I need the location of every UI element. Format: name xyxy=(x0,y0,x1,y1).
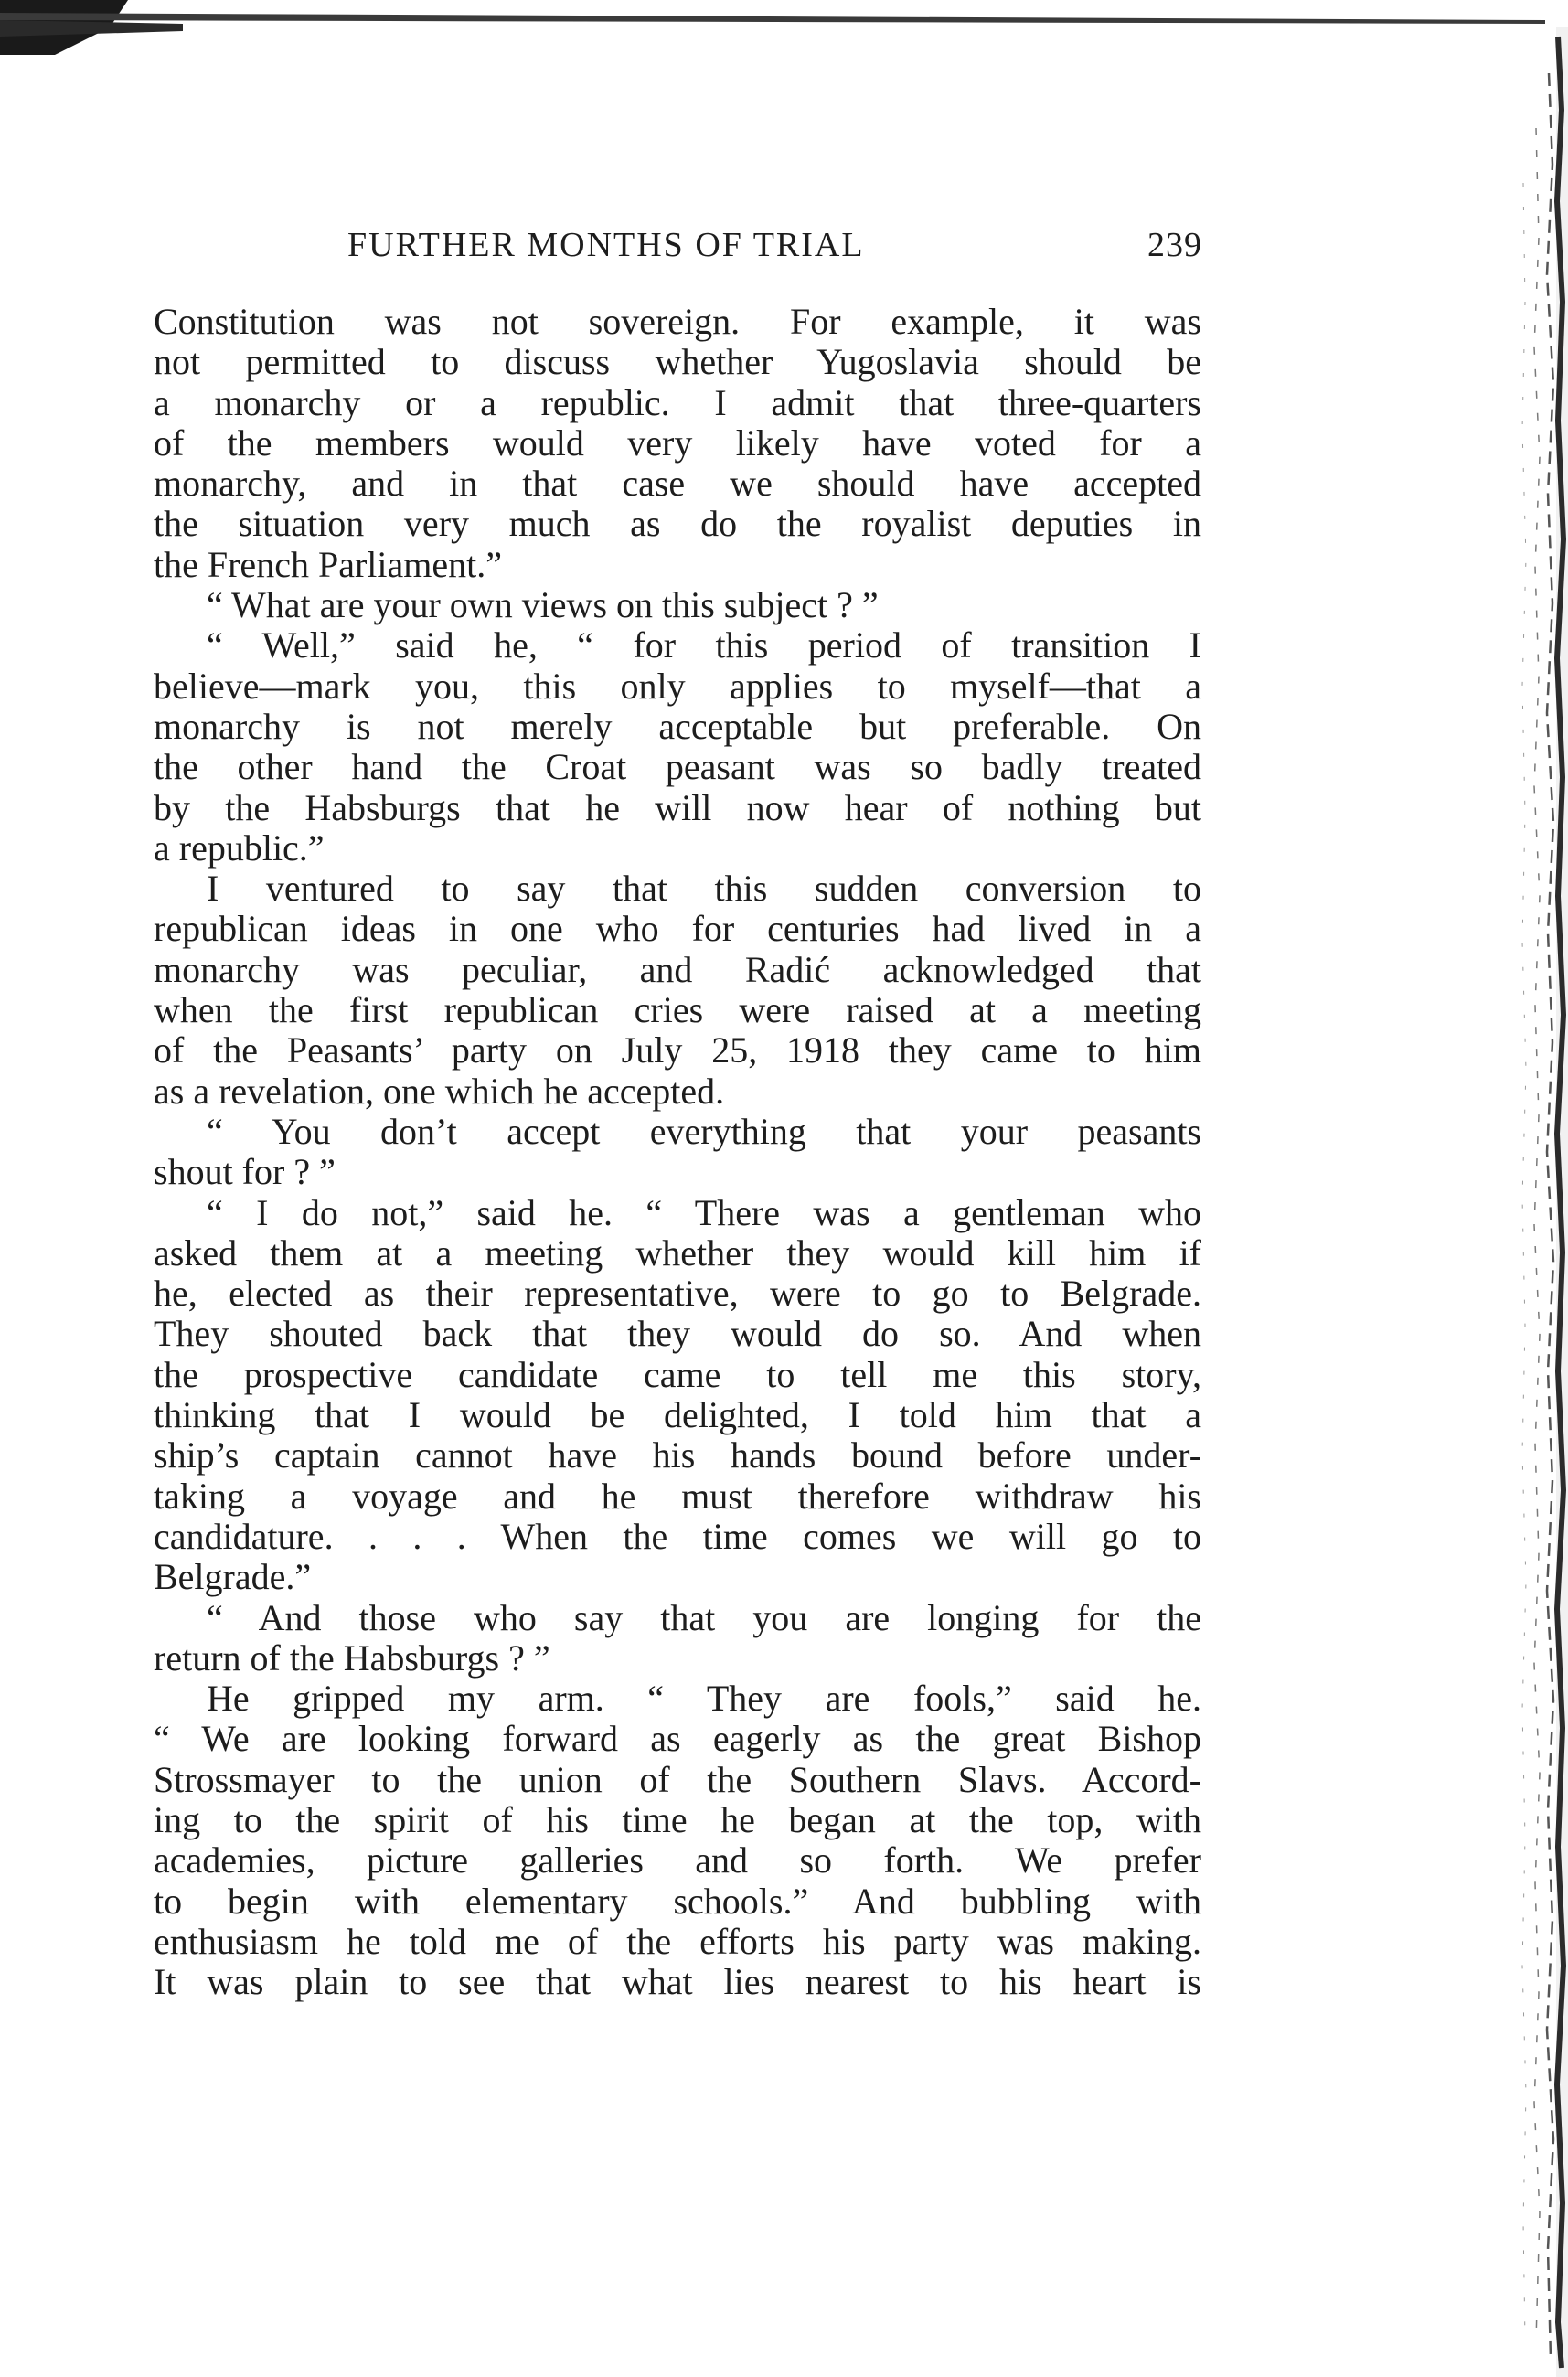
text-line: “ You don’t accept everything that your peasants xyxy=(207,1111,1201,1152)
text-line: republican ideas in one who for centuries had lived in a xyxy=(154,909,1201,950)
text-line: the prospective candidate came to tell me this story, xyxy=(154,1354,1201,1395)
text-line: Constitution was not sovereign. For example, it was xyxy=(154,302,1201,342)
text-line: believe—mark you, this only applies to myself—that a xyxy=(154,666,1201,707)
text-line: the other hand the Croat peasant was so badly treated xyxy=(154,747,1201,788)
text-line: Belgrade.” xyxy=(154,1557,312,1598)
text-line: of the members would very likely have voted for a xyxy=(154,422,1201,464)
text-line: enthusiasm he told me of the efforts his party was making. xyxy=(154,1921,1201,1962)
text-line: asked them at a meeting whether they would kill him if xyxy=(154,1232,1201,1274)
scan-top-edge xyxy=(0,0,1568,55)
text-line: ing to the spirit of his time he began at the top, with xyxy=(154,1799,1201,1840)
text-line: when the first republican cries were raised at a meeting xyxy=(154,990,1201,1031)
text-line: I ventured to say that this sudden conversion to xyxy=(207,869,1201,910)
text-line: academies, picture galleries and so forth. We prefer xyxy=(154,1840,1201,1881)
text-line: the situation very much as do the royalist deputies in xyxy=(154,504,1201,545)
text-line: “ What are your own views on this subject ? ” xyxy=(207,585,879,626)
text-line: They shouted back that they would do so. And when xyxy=(154,1314,1201,1355)
text-line: monarchy, and in that case we should have accepted xyxy=(154,464,1201,505)
text-line: the French Parliament.” xyxy=(154,544,502,585)
text-line: “ We are looking forward as eagerly as the great Bishop xyxy=(154,1719,1201,1760)
text-line: It was plain to see that what lies nearest to his heart is xyxy=(154,1962,1201,2003)
text-line: to begin with elementary schools.” And bubbling with xyxy=(154,1881,1201,1922)
text-line: of the Peasants’ party on July 25, 1918 they came to him xyxy=(154,1030,1201,1071)
text-line: shout for ? ” xyxy=(154,1152,336,1193)
text-line: by the Habsburgs that he will now hear of nothing but xyxy=(154,787,1201,828)
text-line: He gripped my arm. “ They are fools,” said he. xyxy=(207,1679,1201,1720)
text-line: not permitted to discuss whether Yugoslavia should be xyxy=(154,342,1201,383)
text-line: return of the Habsburgs ? ” xyxy=(154,1637,550,1679)
text-line: candidature. . . . When the time comes we will go to xyxy=(154,1516,1201,1557)
body-text xyxy=(154,302,1201,2002)
text-line: a republic.” xyxy=(154,827,325,869)
text-line: monarchy is not merely acceptable but preferable. On xyxy=(154,706,1201,747)
text-line: Strossmayer to the union of the Southern Slavs. Accord- xyxy=(154,1759,1201,1800)
text-line: “ Well,” said he, “ for this period of transition I xyxy=(207,625,1201,666)
text-line: “ And those who say that you are longing for the xyxy=(207,1597,1201,1638)
text-line: thinking that I would be delighted, I told him that a xyxy=(154,1395,1201,1436)
text-line: ship’s captain cannot have his hands bound before under- xyxy=(154,1435,1201,1476)
scan-binding-edge xyxy=(1490,0,1568,2377)
running-title: FURTHER MONTHS OF TRIAL xyxy=(347,226,865,264)
page-number: 239 xyxy=(1147,226,1202,264)
text-line: a monarchy or a republic. I admit that three-quarters xyxy=(154,382,1201,423)
text-line: he, elected as their representative, were to go to Belgrade. xyxy=(154,1274,1201,1315)
text-line: as a revelation, one which he accepted. xyxy=(154,1071,725,1112)
page-header xyxy=(155,218,1202,272)
text-line: monarchy was peculiar, and Radić acknowledged that xyxy=(154,949,1201,990)
text-line: taking a voyage and he must therefore withdraw his xyxy=(154,1476,1201,1517)
text-line: “ I do not,” said he. “ There was a gentleman who xyxy=(207,1192,1201,1233)
